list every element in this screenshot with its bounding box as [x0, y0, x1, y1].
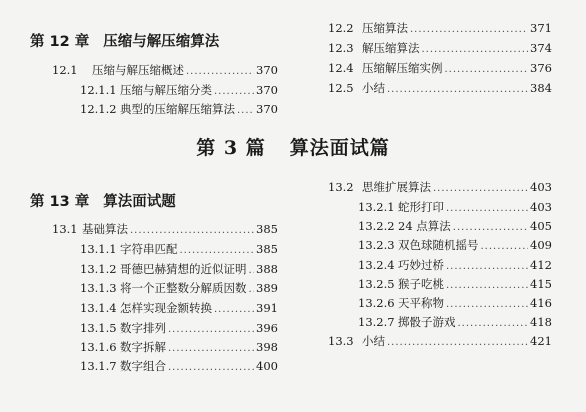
- entry-number: 13.1.3: [80, 281, 117, 295]
- dot-leader: [249, 280, 255, 300]
- entry-page: 370: [256, 83, 278, 97]
- chapter-12-heading: [30, 30, 219, 51]
- entry-page: 370: [256, 63, 278, 77]
- entry-number: 13.2.2: [358, 219, 395, 233]
- entry-title: 蛇形打印: [398, 200, 444, 214]
- toc-entry-13-1-7[interactable]: [80, 356, 278, 376]
- dot-leader: [214, 300, 254, 320]
- chapter-12-label: 第 12 章: [30, 34, 90, 50]
- chapter-13-heading: [30, 190, 176, 211]
- entry-number: 13.1.2: [80, 262, 117, 276]
- dot-leader: [387, 333, 528, 353]
- toc-entry-12-5[interactable]: [328, 78, 552, 98]
- entry-number: 13.2.1: [358, 200, 395, 214]
- toc-entry-12-1-2[interactable]: [80, 99, 278, 119]
- entry-number: 13.2.3: [358, 238, 395, 252]
- entry-page: 418: [530, 315, 552, 329]
- part-3-heading: [0, 133, 586, 160]
- entry-title: 数字拆解: [120, 340, 166, 354]
- dot-leader: [445, 60, 529, 80]
- entry-page: 388: [256, 262, 278, 276]
- toc-entry-13-2-6[interactable]: [358, 293, 552, 313]
- entry-title: 天平称物: [398, 296, 444, 310]
- entry-title: 怎样实现金额转换: [120, 301, 212, 315]
- entry-page: 374: [530, 41, 552, 55]
- entry-number: 12.1.1: [80, 83, 117, 97]
- part-label: 第 3 篇: [196, 137, 266, 159]
- entry-number: 12.5: [328, 81, 354, 95]
- toc-entry-13-2-7[interactable]: [358, 312, 552, 332]
- entry-page: 376: [530, 61, 552, 75]
- entry-page: 403: [530, 200, 552, 214]
- toc-entry-13-1-6[interactable]: [80, 337, 278, 357]
- entry-page: 412: [530, 258, 552, 272]
- entry-title: 压缩与解压缩概述: [92, 63, 184, 77]
- entry-page: 416: [530, 296, 552, 310]
- entry-number: 13.1.6: [80, 340, 117, 354]
- entry-title: 压缩与解压缩分类: [120, 83, 212, 97]
- entry-title: 掷骰子游戏: [398, 315, 456, 329]
- entry-number: 12.1: [52, 63, 78, 77]
- entry-page: 385: [256, 222, 278, 236]
- entry-title: 小结: [362, 334, 385, 348]
- entry-page: 385: [256, 242, 278, 256]
- entry-number: 12.4: [328, 61, 354, 75]
- dot-leader: [481, 237, 529, 257]
- entry-page: 421: [530, 334, 552, 348]
- toc-entry-12-1-1[interactable]: [80, 80, 278, 100]
- toc-entry-12-3[interactable]: [328, 38, 552, 58]
- entry-title: 思维扩展算法: [362, 180, 431, 194]
- entry-number: 12.2: [328, 21, 354, 35]
- chapter-13-label: 第 13 章: [30, 194, 90, 210]
- entry-page: 405: [530, 219, 552, 233]
- entry-number: 13.2.7: [358, 315, 395, 329]
- toc-entry-13-1-5[interactable]: [80, 318, 278, 338]
- toc-entry-13-2-4[interactable]: [358, 255, 552, 275]
- chapter-12-title: 压缩与解压缩算法: [103, 34, 220, 50]
- toc-entry-12-2[interactable]: [328, 18, 552, 38]
- dot-leader: [433, 179, 528, 199]
- entry-page: 400: [256, 359, 278, 373]
- entry-title: 数字排列: [120, 321, 166, 335]
- toc-entry-13-2[interactable]: [328, 177, 552, 197]
- entry-title: 压缩解压缩实例: [362, 61, 443, 75]
- entry-page: 384: [530, 81, 552, 95]
- entry-page: 398: [256, 340, 278, 354]
- toc-entry-13-1[interactable]: [52, 219, 278, 239]
- entry-number: 13.1.5: [80, 321, 117, 335]
- entry-title: 猴子吃桃: [398, 277, 444, 291]
- toc-entry-13-2-1[interactable]: [358, 197, 552, 217]
- entry-page: 371: [530, 21, 552, 35]
- entry-number: 13.1.4: [80, 301, 117, 315]
- entry-number: 12.3: [328, 41, 354, 55]
- entry-title: 哥德巴赫猜想的近似证明: [120, 262, 247, 276]
- chapter-13-title: 算法面试题: [103, 194, 176, 210]
- entry-page: 403: [530, 180, 552, 194]
- toc-entry-13-1-4[interactable]: [80, 298, 278, 318]
- entry-title: 小结: [362, 81, 385, 95]
- dot-leader: [237, 101, 254, 121]
- entry-page: 409: [530, 238, 552, 252]
- toc-entry-12-1[interactable]: [52, 60, 278, 80]
- toc-entry-13-2-3[interactable]: [358, 235, 552, 255]
- entry-title: 基础算法: [82, 222, 128, 236]
- toc-entry-13-3[interactable]: [328, 331, 552, 351]
- entry-page: 396: [256, 321, 278, 335]
- entry-number: 13.1.7: [80, 359, 117, 373]
- entry-number: 13.2.4: [358, 258, 395, 272]
- entry-page: 389: [256, 281, 278, 295]
- entry-title: 将一个正整数分解质因数: [120, 281, 247, 295]
- entry-title: 双色球随机摇号: [398, 238, 479, 252]
- toc-entry-13-2-2[interactable]: [358, 216, 552, 236]
- entry-title: 典型的压缩解压缩算法: [120, 102, 235, 116]
- entry-number: 13.2.6: [358, 296, 395, 310]
- entry-title: 字符串匹配: [120, 242, 178, 256]
- dot-leader: [422, 40, 529, 60]
- toc-entry-13-1-2[interactable]: [80, 259, 278, 279]
- entry-number: 13.1.1: [80, 242, 117, 256]
- entry-number: 13.3: [328, 334, 354, 348]
- toc-entry-13-1-1[interactable]: [80, 239, 278, 259]
- entry-page: 370: [256, 102, 278, 116]
- entry-number: 13.2: [328, 180, 354, 194]
- dot-leader: [410, 20, 528, 40]
- entry-title: 24 点算法: [398, 219, 451, 233]
- entry-number: 13.1: [52, 222, 78, 236]
- entry-title: 巧妙过桥: [398, 258, 444, 272]
- toc-entry-13-2-5[interactable]: [358, 274, 552, 294]
- entry-number: 13.2.5: [358, 277, 395, 291]
- entry-page: 391: [256, 301, 278, 315]
- entry-title: 解压缩算法: [362, 41, 420, 55]
- dot-leader: [168, 358, 254, 378]
- part-title: 算法面试篇: [289, 137, 390, 159]
- toc-entry-13-1-3[interactable]: [80, 278, 278, 298]
- entry-page: 415: [530, 277, 552, 291]
- dot-leader: [387, 80, 528, 100]
- entry-number: 12.1.2: [80, 102, 117, 116]
- dot-leader: [130, 221, 254, 241]
- toc-entry-12-4[interactable]: [328, 58, 552, 78]
- dot-leader: [186, 62, 254, 82]
- entry-title: 数字组合: [120, 359, 166, 373]
- dot-leader: [180, 241, 255, 261]
- entry-title: 压缩算法: [362, 21, 408, 35]
